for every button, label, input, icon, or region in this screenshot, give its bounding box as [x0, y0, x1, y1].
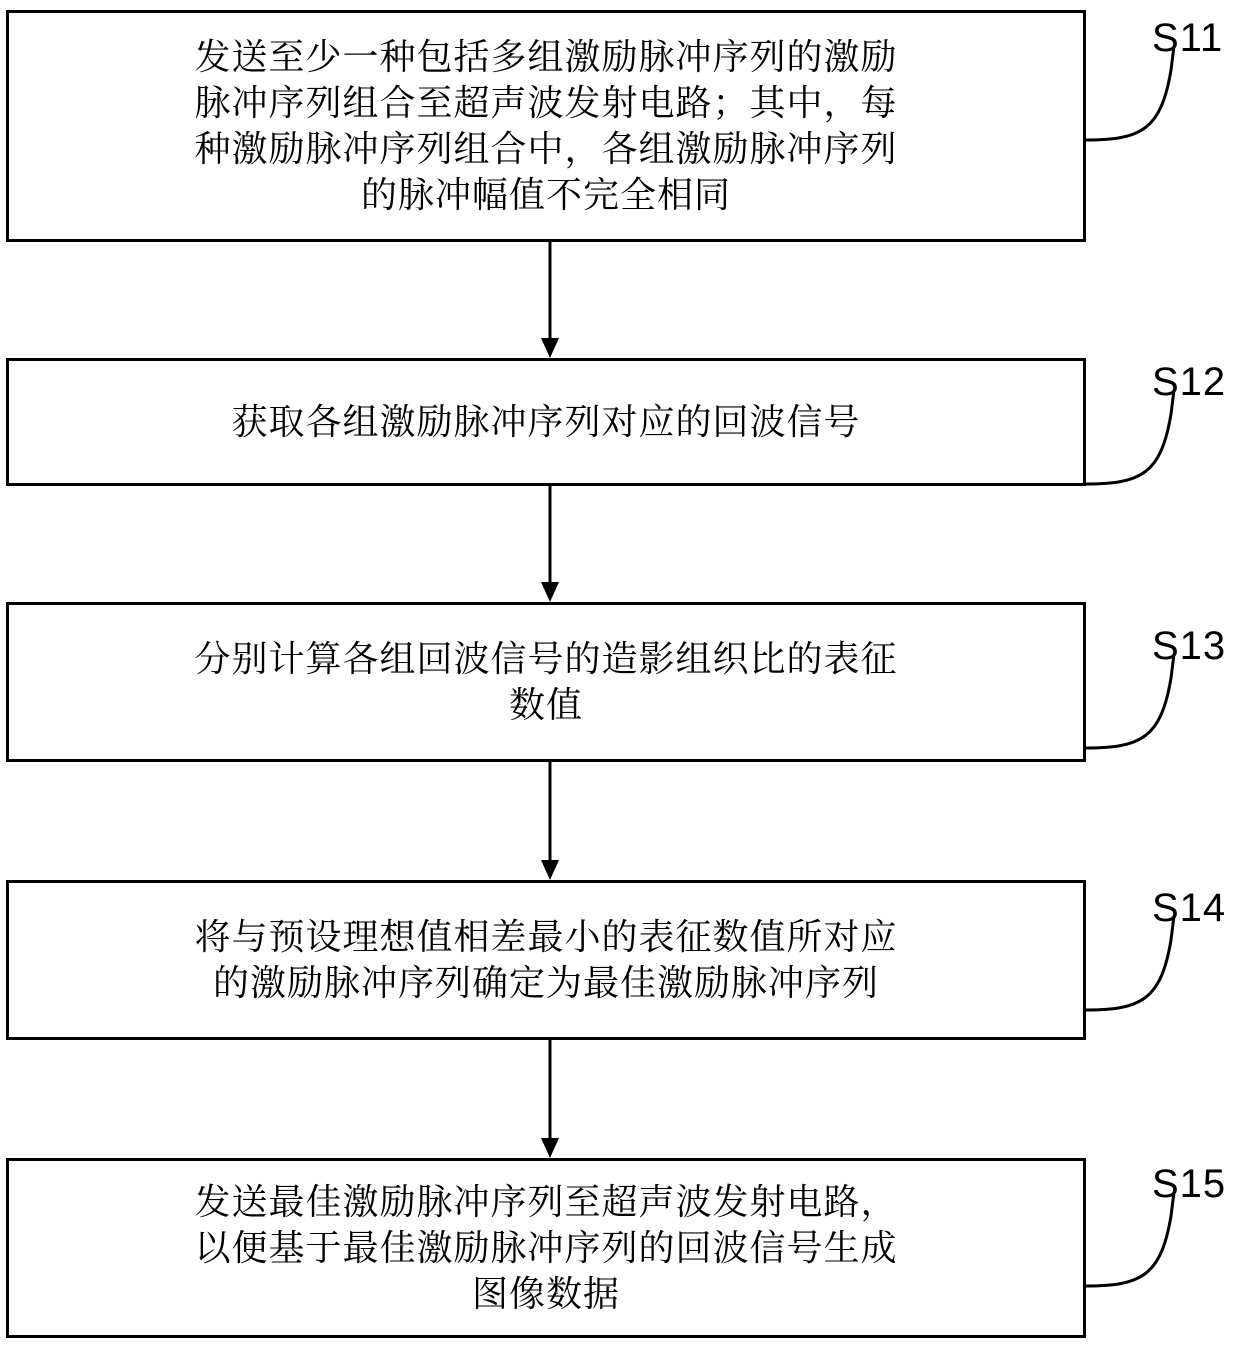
flow-step-s14: [6, 880, 1086, 1040]
flow-step-s12: [6, 358, 1086, 486]
flow-step-s15-label: S15: [1152, 1162, 1227, 1206]
flow-step-s14-text: 将与预设理想值相差最小的表征数值所对应 的激励脉冲序列确定为最佳激励脉冲序列: [194, 915, 898, 1003]
flow-step-s11: [6, 10, 1086, 242]
flow-step-s12-text: 获取各组激励脉冲序列对应的回波信号: [231, 400, 861, 442]
connector-s11-s12: [530, 242, 570, 358]
flow-step-s15-text: 发送最佳激励脉冲序列至超声波发射电路， 以便基于最佳激励脉冲序列的回波信号生成 图像数据: [194, 1180, 898, 1315]
connector-s13-s14: [530, 762, 570, 880]
flow-step-s11-text: 发送至少一种包括多组激励脉冲序列的激励 脉冲序列组合至超声波发射电路；其中，每 种激励脉冲序列组合中，各组激励脉冲序列 的脉冲幅值不完全相同: [194, 35, 898, 216]
flow-step-s11-label: S11: [1152, 16, 1224, 60]
flow-step-s15: [6, 1158, 1086, 1338]
leader-line-s12: [1086, 384, 1196, 494]
leader-line-s11: [1086, 40, 1196, 150]
flow-step-s14-label: S14: [1152, 886, 1227, 930]
connector-s12-s13: [530, 486, 570, 602]
flow-step-s12-label: S12: [1152, 360, 1227, 404]
leader-line-s15: [1086, 1186, 1196, 1296]
connector-s14-s15: [530, 1040, 570, 1158]
flow-step-s13-label: S13: [1152, 624, 1227, 668]
flow-step-s13-text: 分别计算各组回波信号的造影组织比的表征 数值: [194, 637, 898, 725]
flow-step-s13: [6, 602, 1086, 762]
leader-line-s14: [1086, 910, 1196, 1020]
leader-line-s13: [1086, 648, 1196, 758]
